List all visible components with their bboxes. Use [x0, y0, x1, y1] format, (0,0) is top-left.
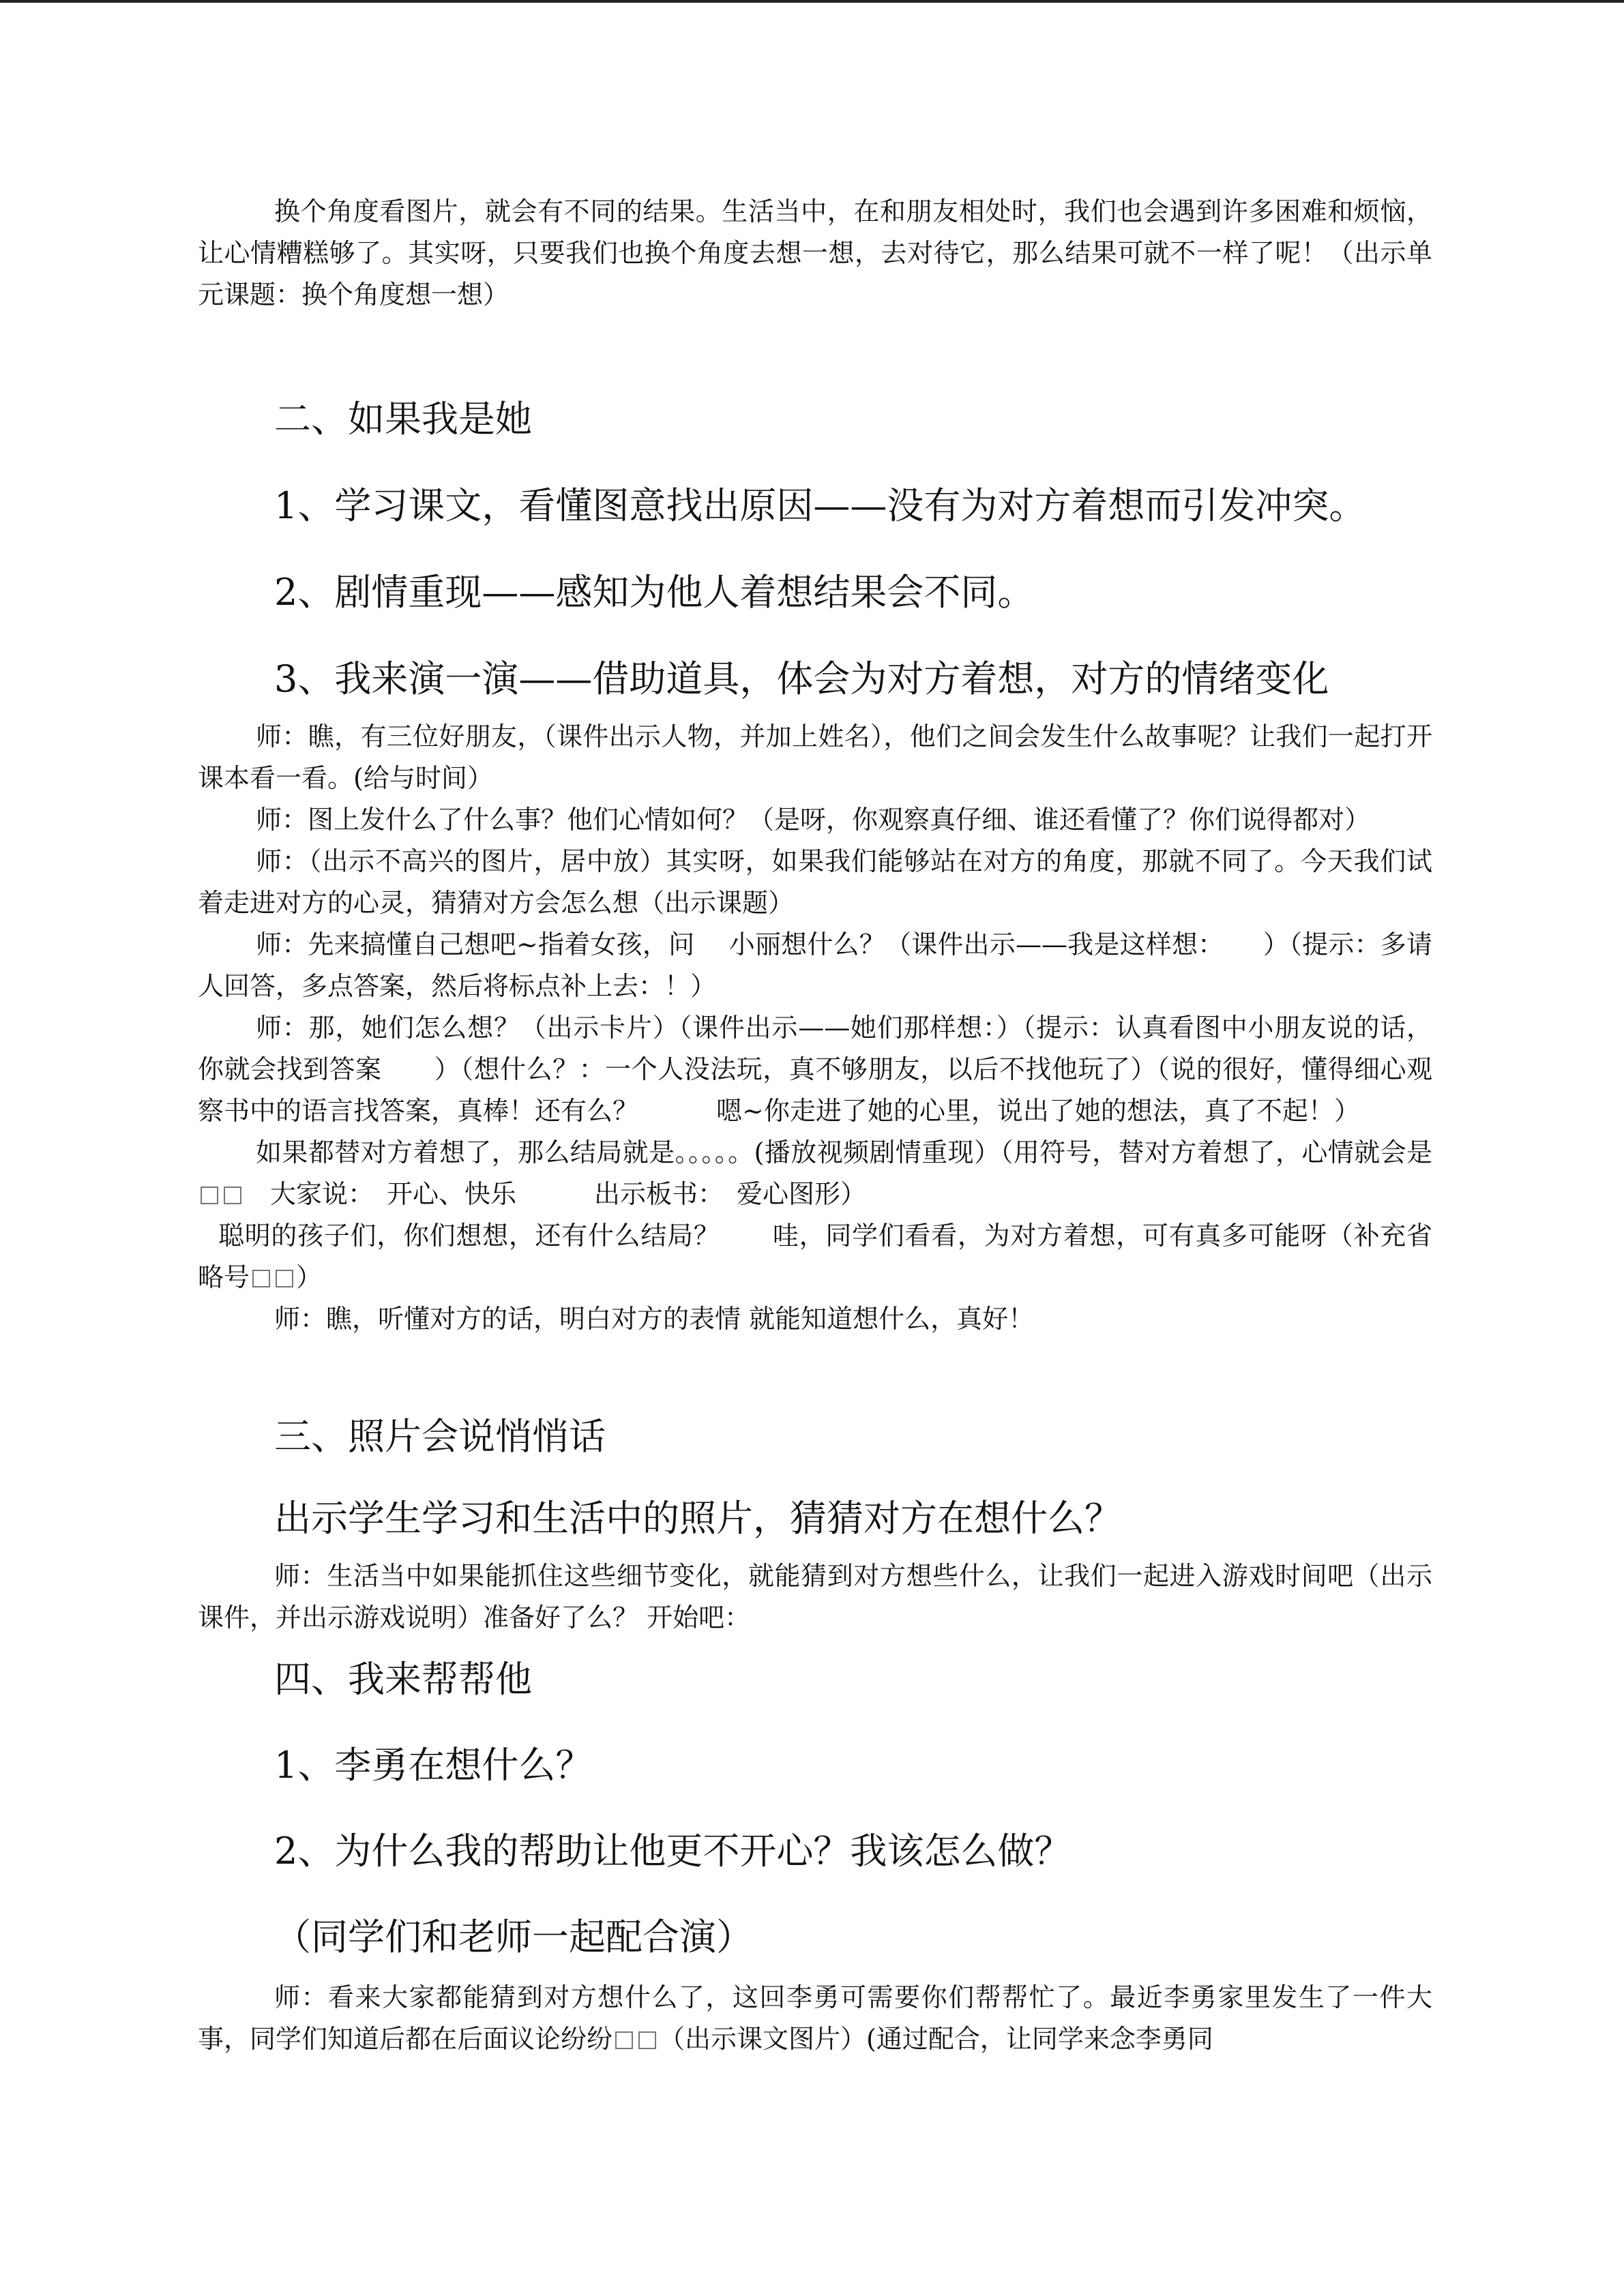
document-page [198, 191, 1432, 2060]
section-4-item-1: 1、李勇在想什么？ [274, 1744, 593, 1787]
placeholder-box [224, 1187, 241, 1204]
section-3-heading: 三、照片会说悄悄话 [274, 1415, 606, 1458]
dialogue-paragraph-3: 师：（出示不高兴的图片，居中放）其实呀，如果我们能够站在对方的角度，那就不同了。今天我们试着走进对方的心灵，猜猜对方会怎么想（出示课题） [198, 846, 1432, 918]
dialogue-paragraph-10 [198, 1977, 1432, 2060]
dialogue-paragraph-6-text-a: 如果都替对方着想了，那么结局就是。。。。。(播放视频剧情重现）（用符号，替对方着想了，心情就会是 [256, 1137, 1432, 1167]
dialogue-paragraph-7 [198, 1215, 1432, 1298]
dialogue-paragraph-10-text-a: 师：看来大家都能猜到对方想什么了，这回李勇可需要你们帮帮忙了。最近李勇家里发生了一件大事，同学们知道后都在后面议论纷纷 [198, 1982, 1432, 2054]
dialogue-paragraph-1: 师：瞧，有三位好朋友，（课件出示人物，并加上姓名），他们之间会发生什么故事呢？让我们一起打开课本看一看。(给与时间） [198, 721, 1432, 793]
section-2-item-3: 3、我来演一演——借助道具，体会为对方着想，对方的情绪变化 [274, 657, 1329, 700]
section-2-item-2: 2、剧情重现——感知为他人着想结果会不同。 [274, 571, 1035, 614]
section-2-item-1: 1、学习课文，看懂图意找出原因——没有为对方着想而引发冲突。 [274, 484, 1366, 527]
placeholder-box [615, 2031, 633, 2049]
dialogue-paragraph-2: 师：图上发什么了什么事？他们心情如何？（是呀，你观察真仔细、谁还看懂了？你们说得都对） [256, 805, 1371, 835]
placeholder-box [252, 1270, 270, 1287]
placeholder-box [276, 1270, 293, 1287]
section-4-heading: 四、我来帮帮他 [274, 1658, 532, 1701]
placeholder-box [201, 1187, 218, 1204]
intro-paragraph: 换个角度看图片，就会有不同的结果。生活当中，在和朋友相处时，我们也会遇到许多困难和烦恼，让心情糟糕够了。其实呀，只要我们也换个角度去想一想，去对待它，那么结果可就不一样了呢！（出示单元课题：换个角度想一想） [198, 196, 1432, 310]
section-3-item-1: 出示学生学习和生活中的照片，猜猜对方在想什么？ [274, 1497, 1121, 1540]
dialogue-paragraph-6 [198, 1132, 1432, 1215]
section-4-item-2: 2、为什么我的帮助让他更不开心？我该怎么做？ [274, 1830, 1072, 1873]
page-top-border [0, 0, 1624, 3]
dialogue-paragraph-6-text-b: 大家说： 开心、快乐 出示板书： 爱心图形） [244, 1179, 867, 1209]
dialogue-paragraph-5: 师：那，她们怎么想？（出示卡片）（课件出示——她们那样想：）（提示：认真看图中小朋友说的话，你就会找到答案 ）（想什么？：一个人没法玩，真不够朋友，以后不找他玩了）（说的很好，懂得细心观察书中的语言找答案，真棒！还有么？ 嗯~你走进了她的心里，说出了她的想法，真了不起！） [198, 1013, 1432, 1126]
section-2-heading: 二、如果我是她 [274, 398, 532, 441]
section-4-item-3: （同学们和老师一起配合演） [274, 1915, 753, 1958]
dialogue-paragraph-8: 师：瞧，听懂对方的话，明白对方的表情 就能知道想什么，真好！ [274, 1304, 1035, 1334]
dialogue-paragraph-10-text-b: （出示课文图片）(通过配合，让同学来念李勇同 [659, 2024, 1213, 2054]
placeholder-box [638, 2031, 656, 2049]
dialogue-paragraph-7-text-a: 聪明的孩子们，你们想想，还有什么结局？ 哇，同学们看看，为对方着想，可有真多可能呀（补充省略号 [198, 1221, 1432, 1292]
dialogue-paragraph-9: 师：生活当中如果能抓住这些细节变化，就能猜到对方想些什么，让我们一起进入游戏时间吧（出示课件，并出示游戏说明）准备好了么？ 开始吧： [198, 1561, 1432, 1632]
dialogue-paragraph-4: 师：先来搞懂自己想吧~指着女孩，问 小丽想什么？（课件出示——我是这样想： ）（提示：多请人回答，多点答案，然后将标点补上去：！） [198, 929, 1432, 1001]
dialogue-paragraph-7-text-b: ） [296, 1262, 323, 1292]
